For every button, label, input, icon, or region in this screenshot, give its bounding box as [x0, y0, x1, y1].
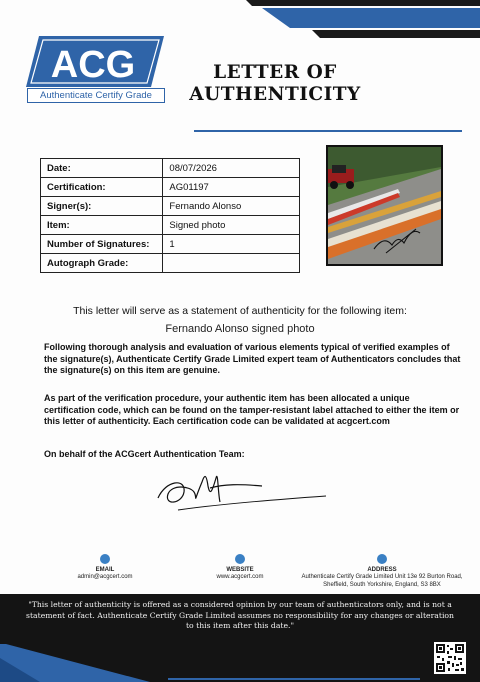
- contact-address: [288, 554, 476, 589]
- globe-icon: [235, 554, 245, 564]
- detail-value: Fernando Alonso: [163, 197, 300, 216]
- item-photo: [326, 145, 443, 266]
- contact-email: [60, 554, 150, 582]
- verification-paragraph: As part of the verification procedure, your authentic item has been allocated a unique certification code, which can be found on the tamper-resistant label attached to either the item or this letter of authenticity. Each certification code can be validated at acgcert.com: [44, 393, 460, 426]
- detail-label: Certification:: [41, 178, 163, 197]
- detail-row: [41, 254, 300, 273]
- qr-code[interactable]: [434, 642, 466, 674]
- email-link[interactable]: admin@acgcert.com: [77, 574, 133, 580]
- detail-row: [41, 159, 300, 178]
- detail-row: [41, 178, 300, 197]
- race-track-image: [328, 147, 441, 264]
- email-icon: [100, 554, 110, 564]
- location-pin-icon: [377, 554, 387, 564]
- certificate-details-table: [40, 158, 300, 273]
- contact-website: [195, 554, 285, 582]
- authentication-paragraph: Following thorough analysis and evaluation of various elements typical of verified examples of the signature(s), Authenticate Certify Grade Limited expert team of Authenticators concludes that the signature(s) on this item are genuine.: [44, 342, 461, 375]
- website-link[interactable]: www.acgcert.com: [216, 574, 264, 580]
- disclaimer-text: "This letter of authenticity is offered as a considered opinion by our team of authenticators only, and is not a statement of fact. Authenticate Certify Grade Limited assumes no responsibility for any changes or alteration to this item after this date.": [26, 600, 454, 630]
- header-rule: [194, 130, 462, 132]
- item-description: Fernando Alonso signed photo: [165, 323, 315, 335]
- logo-text: ACG: [50, 44, 136, 86]
- email-label: EMAIL: [95, 567, 115, 573]
- detail-row: [41, 235, 300, 254]
- detail-value: AG01197: [163, 178, 300, 197]
- title-line-2: AUTHENTICITY: [189, 84, 361, 105]
- address-line-1: Authenticate Certify Grade Limited Unit 13e 92 Burton Road,: [301, 574, 463, 580]
- detail-value: 1: [163, 235, 300, 254]
- on-behalf-text: On behalf of the ACGcert Authentication Team:: [44, 449, 245, 459]
- footer-stripe-decoration: [0, 594, 480, 682]
- detail-label: Number of Signatures:: [41, 235, 163, 254]
- address-label: ADDRESS: [367, 567, 397, 573]
- detail-row: [41, 197, 300, 216]
- document-title: [180, 62, 370, 106]
- detail-value: [163, 254, 300, 273]
- authenticator-signature: [150, 462, 330, 517]
- website-label: WEBSITE: [226, 567, 254, 573]
- footer-disclaimer-band: [0, 594, 480, 682]
- detail-label: Item:: [41, 216, 163, 235]
- detail-label: Signer(s):: [41, 197, 163, 216]
- detail-value: 08/07/2026: [163, 159, 300, 178]
- detail-row: [41, 216, 300, 235]
- detail-label: Autograph Grade:: [41, 254, 163, 273]
- logo-tagline: Authenticate Certify Grade: [27, 88, 165, 103]
- statement-text: This letter will serve as a statement of authenticity for the following item:: [73, 305, 407, 317]
- title-line-1: LETTER OF: [213, 62, 337, 83]
- address-line-2: Sheffield, South Yorkshire, England, S3 8BX: [323, 581, 441, 588]
- detail-value: Signed photo: [163, 216, 300, 235]
- detail-label: Date:: [41, 159, 163, 178]
